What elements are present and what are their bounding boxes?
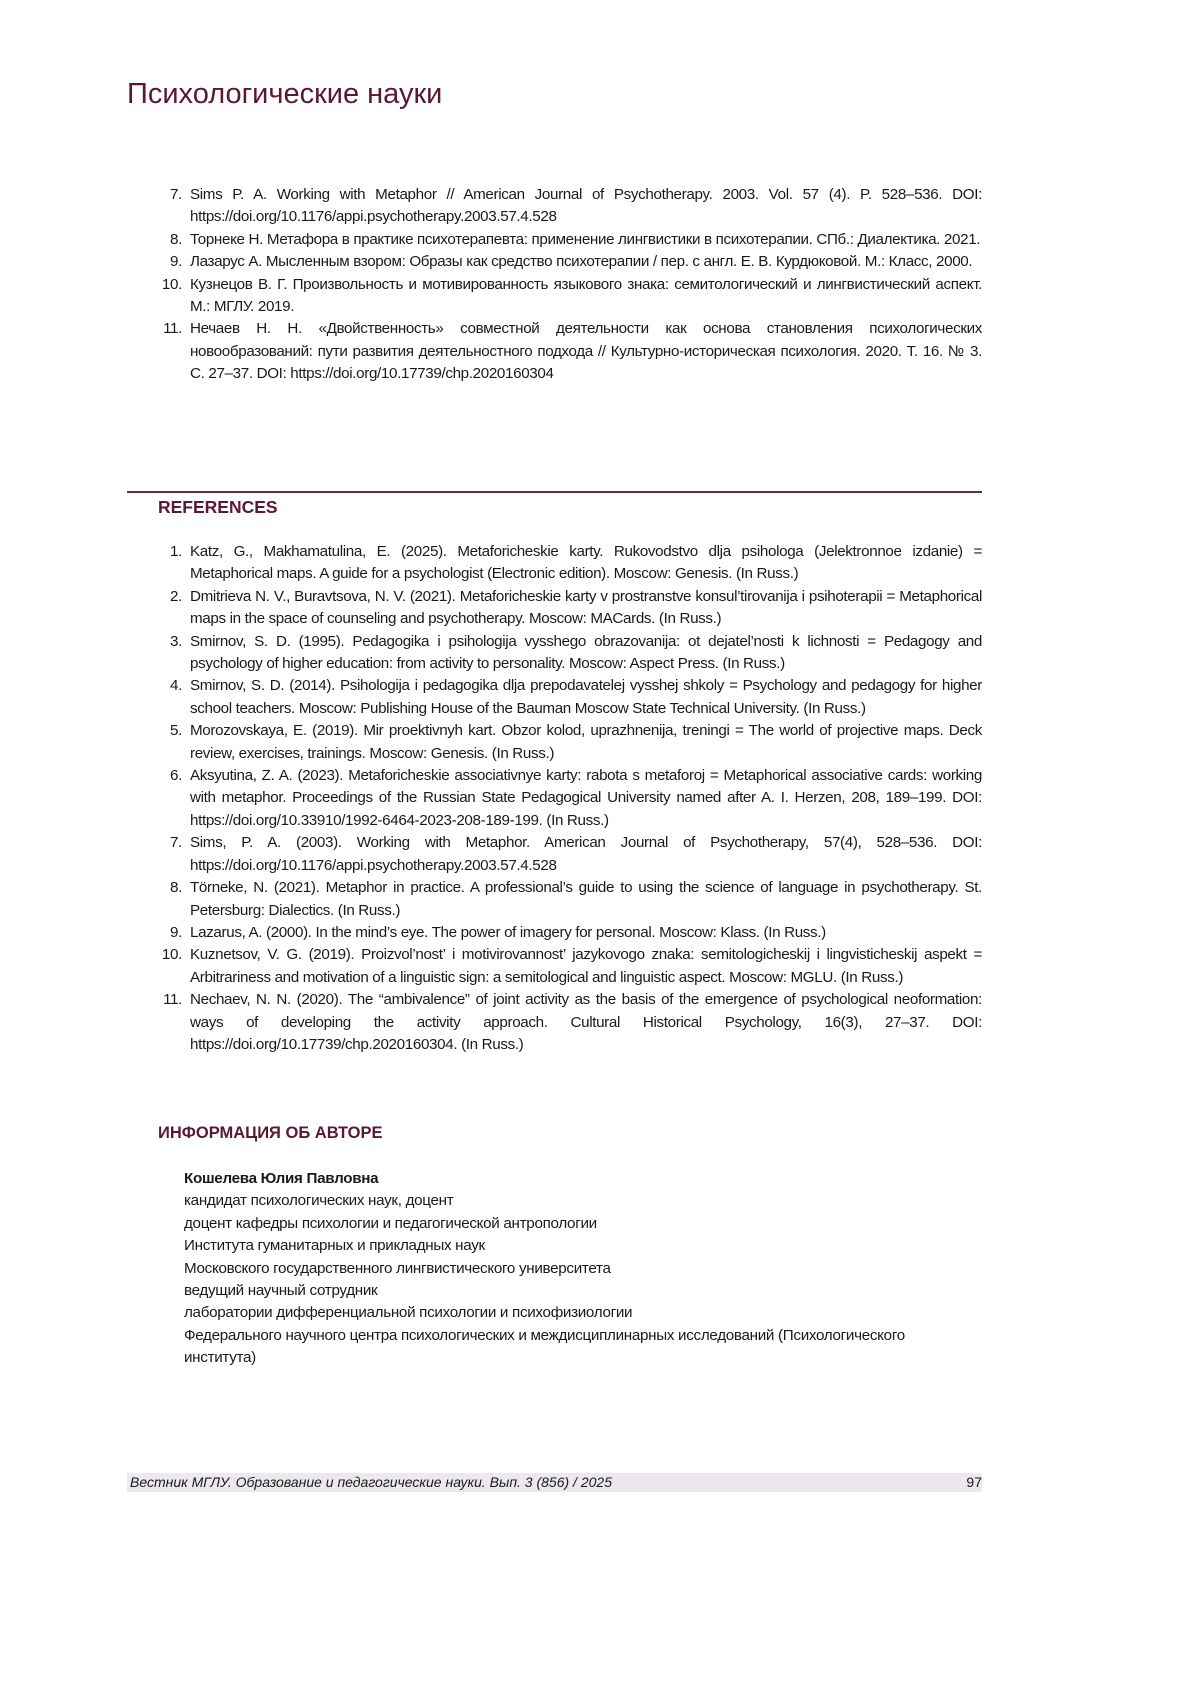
list-item: 1. Katz, G., Makhamatulina, E. (2025). Metaforicheskie karty. Rukovodstvo dlja psihologa (Jelektronnoe izdanie) = Metaphorical maps. A guide for a psychologist (Electronic edition). Moscow: Genesis. (In Russ.) <box>150 541 982 586</box>
list-item: 11. Нечаев Н. Н. «Двойственность» совместной деятельности как основа становления психологических новообразований: пути развития деятельностного подхода // Культурно-историческая психология. 2020. Т. 16. № 3. С. 27–37. DOI: https://doi.org/10.17739/chp.2020160304 <box>150 318 982 385</box>
author-line: кандидат психологических наук, доцент <box>184 1190 974 1212</box>
list-item: 8. Törneke, N. (2021). Metaphor in practice. A professional’s guide to using the science of language in psychotherapy. St. Petersburg: Dialectics. (In Russ.) <box>150 877 982 922</box>
author-line: Федерального научного центра психологических и междисциплинарных исследований (Психологического института) <box>184 1325 974 1370</box>
author-info <box>184 1168 974 1370</box>
page-footer <box>127 1473 982 1492</box>
list-item: 5. Morozovskaya, E. (2019). Mir proektivnyh kart. Obzor kolod, uprazhnenija, treningi = The world of projective maps. Deck review, exercises, trainings. Moscow: Genesis. (In Russ.) <box>150 720 982 765</box>
author-line: доцент кафедры психологии и педагогической антропологии <box>184 1213 974 1235</box>
references-heading: REFERENCES <box>158 497 278 518</box>
list-item: 3. Smirnov, S. D. (1995). Pedagogika i psihologija vysshego obrazovanija: ot dejatel’nosti k lichnosti = Pedagogy and psychology of higher education: from activity to personality. Moscow: Aspect Press. (In Russ.) <box>150 631 982 676</box>
list-item: 10. Кузнецов В. Г. Произвольность и мотивированность языкового знака: семитологический и лингвистический аспект. М.: МГЛУ. 2019. <box>150 274 982 319</box>
list-item: 9. Лазарус А. Мысленным взором: Образы как средство психотерапии / пер. с англ. Е. В. Курдюковой. М.: Класс, 2000. <box>150 251 982 273</box>
author-line: Московского государственного лингвистического университета <box>184 1258 974 1280</box>
journal-name: Вестник МГЛУ. Образование и педагогические науки. Вып. 3 (856) / 2025 <box>130 1473 612 1492</box>
author-line: лаборатории дифференциальной психологии и психофизиологии <box>184 1302 974 1324</box>
list-item: 2. Dmitrieva N. V., Buravtsova, N. V. (2021). Metaforicheskie karty v prostranstve konsul’tirovanija i psihoterapii = Metaphorical maps in the space of counseling and psychotherapy. Moscow: MACards. (In Russ.) <box>150 586 982 631</box>
author-line: Института гуманитарных и прикладных наук <box>184 1235 974 1257</box>
list-item: 9. Lazarus, A. (2000). In the mind’s eye. The power of imagery for personal. Moscow: Klass. (In Russ.) <box>150 922 982 944</box>
section-divider <box>127 491 982 493</box>
author-name: Кошелева Юлия Павловна <box>184 1168 974 1190</box>
russian-reference-list <box>150 184 982 386</box>
list-item: 8. Торнеке Н. Метафора в практике психотерапевта: применение лингвистики в психотерапии. СПб.: Диалектика. 2021. <box>150 229 982 251</box>
references-list <box>150 541 982 1056</box>
list-item: 4. Smirnov, S. D. (2014). Psihologija i pedagogika dlja prepodavatelej vysshej shkoly = Psychology and pedagogy for higher school teachers. Moscow: Publishing House of the Bauman Moscow State Technical University. (In Russ.) <box>150 675 982 720</box>
author-info-heading: ИНФОРМАЦИЯ ОБ АВТОРЕ <box>158 1124 383 1143</box>
page-number: 97 <box>966 1473 982 1492</box>
author-line: ведущий научный сотрудник <box>184 1280 974 1302</box>
list-item: 7. Sims P. A. Working with Metaphor // American Journal of Psychotherapy. 2003. Vol. 57 (4). P. 528–536. DOI: https://doi.org/10.1176/appi.psychotherapy.2003.57.4.528 <box>150 184 982 229</box>
list-item: 6. Aksyutina, Z. A. (2023). Metaforicheskie associativnye karty: rabota s metaforoj = Metaphorical associative cards: working with metaphor. Proceedings of the Russian State Pedagogical University named after A. I. Herzen, 208, 189–199. DOI: https://doi.org/10.33910/1992-6464-2023-208-189-199. (In Russ.) <box>150 765 982 832</box>
list-item: 10. Kuznetsov, V. G. (2019). Proizvol’nost’ i motivirovannost’ jazykovogo znaka: semitologicheskij i lingvisticheskij aspekt = Arbitrariness and motivation of a linguistic sign: a semitological and linguistic aspect. Moscow: MGLU. (In Russ.) <box>150 944 982 989</box>
list-item: 11. Nechaev, N. N. (2020). The “ambivalence” of joint activity as the basis of the emergence of psychological neoformation: ways of developing the activity approach. Cultural Historical Psychology, 16(3), 27–37. DOI: https://doi.org/10.17739/chp.2020160304. (In Russ.) <box>150 989 982 1056</box>
section-title: Психологические науки <box>127 78 442 111</box>
list-item: 7. Sims, P. A. (2003). Working with Metaphor. American Journal of Psychotherapy, 57(4), 528–536. DOI: https://doi.org/10.1176/appi.psychotherapy.2003.57.4.528 <box>150 832 982 877</box>
